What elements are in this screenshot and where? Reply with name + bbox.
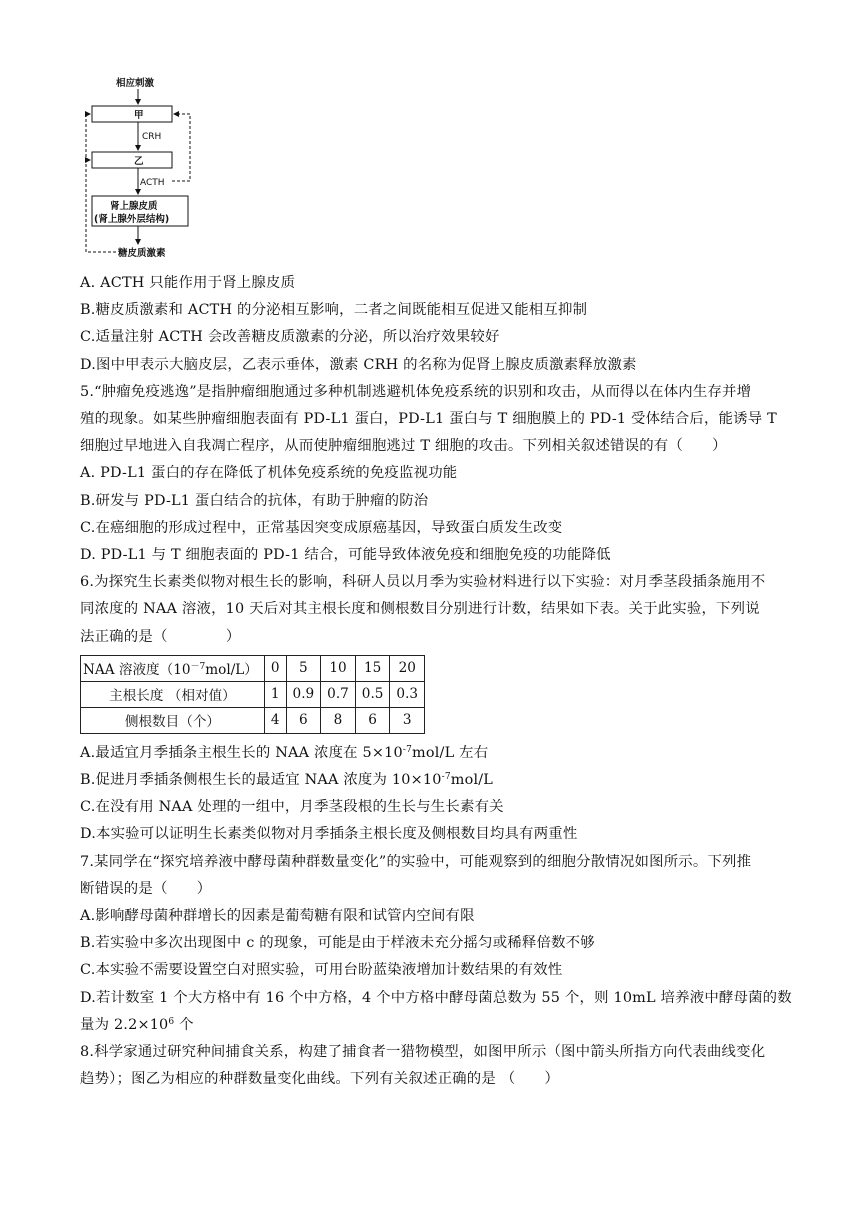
table-cell: 0.7 xyxy=(321,681,356,707)
feedback-loop-to-jia xyxy=(86,114,116,252)
diagram-adrenal-line2: (肾上腺外层结构) xyxy=(94,214,170,225)
q8-stem-line1: 8.科学家通过研究种间捕食关系，构建了捕食者一猎物模型，如图甲所示（图中箭头所指方向代表曲线变化 xyxy=(80,1044,766,1061)
box-yi xyxy=(92,152,172,168)
q6-stem-line1: 6.为探究生长素类似物对根生长的影响，科研人员以月季为实验材料进行以下实验：对月季茎段插条施用不 xyxy=(80,574,766,591)
table-row xyxy=(81,681,425,707)
table-cell: 6 xyxy=(355,707,390,733)
feedback-loop-acth-to-jia xyxy=(172,114,190,181)
table-cell: 0.9 xyxy=(286,681,321,707)
q6-option-a xyxy=(80,740,792,767)
q5-stem-line2: 殖的现象。如某些肿瘤细胞表面有 PD-L1 蛋白，PD-L1 蛋白与 T 细胞膜上的 PD-1 受体结合后，能诱导 T xyxy=(80,411,777,428)
table-cell: 0.3 xyxy=(390,681,425,707)
q6-option-d: D.本实验可以证明生长素类似物对月季插条主根长度及侧根数目均具有两重性 xyxy=(80,826,578,843)
q4-option-a: A. ACTH 只能作用于肾上腺皮质 xyxy=(80,275,296,291)
table-row-label: 主根长度 （相对值） xyxy=(81,681,265,707)
table-cell: 6 xyxy=(286,707,321,733)
diagram-stimulus-label: 相应刺激 xyxy=(116,78,155,89)
q6-option-c: C.在没有用 NAA 处理的一组中，月季茎段根的生长与生长素有关 xyxy=(80,799,504,816)
q7-option-b: B.若实验中多次出现图中 c 的现象，可能是由于样液未充分摇匀或稀释倍数不够 xyxy=(80,935,595,952)
q5-stem-line1: 5.“肿瘤免疫逃逸”是指肿瘤细胞通过多种机制逃避机体免疫系统的识别和攻击，从而得以在体内生存并增 xyxy=(80,383,752,400)
question-content xyxy=(80,270,792,1093)
q7-option-d-line2 xyxy=(80,1012,792,1039)
table-cell: 15 xyxy=(355,655,390,681)
diagram-jia-label: 甲 xyxy=(134,110,144,121)
diagram-acth-label: ACTH xyxy=(140,178,165,188)
q6-option-a-text: A.最适宜月季插条主根生长的 NAA 浓度在 5×10 xyxy=(80,744,403,761)
q6-option-a-unit: mol/L 左右 xyxy=(412,744,489,761)
table-header-exponent: －7 xyxy=(190,662,206,673)
table-cell: 3 xyxy=(390,707,425,733)
table-cell: 0 xyxy=(264,655,286,681)
q6-option-a-exponent: -7 xyxy=(402,744,413,755)
hormone-regulation-diagram xyxy=(78,72,208,262)
q6-stem-line3: 法正确的是（ ） xyxy=(80,628,241,645)
table-cell: 4 xyxy=(264,707,286,733)
table-row-label: 侧根数目（个） xyxy=(81,707,265,733)
table-cell: 8 xyxy=(321,707,356,733)
diagram-output-label: 糖皮质激素 xyxy=(118,248,166,259)
table-cell: 0.5 xyxy=(355,681,390,707)
naa-results-table xyxy=(80,655,425,734)
q4-option-d: D.图中甲表示大脑皮层，乙表示垂体，激素 CRH 的名称为促肾上腺皮质激素释放激素 xyxy=(80,356,637,373)
table-row xyxy=(81,655,425,681)
q7-option-d-exponent: 6 xyxy=(168,1016,175,1027)
q6-option-b xyxy=(80,767,792,794)
diagram-svg xyxy=(78,72,208,262)
table-cell: 5 xyxy=(286,655,321,681)
q5-option-d: D. PD-L1 与 T 细胞表面的 PD-1 结合，可能导致体液免疫和细胞免疫的功能降低 xyxy=(80,547,611,564)
q6-stem-line2: 同浓度的 NAA 溶液，10 天后对其主根长度和侧根数目分别进行计数，结果如下表。关于此实验，下列说 xyxy=(80,601,760,618)
q7-option-d-unit: 个 xyxy=(174,1016,194,1033)
table-cell: 1 xyxy=(264,681,286,707)
box-jia xyxy=(92,106,172,122)
table-cell: 20 xyxy=(390,655,425,681)
q6-option-b-exponent: -7 xyxy=(441,772,451,783)
q7-option-d-line1: D.若计数室 1 个大方格中有 16 个中方格，4 个中方格中酵母菌总数为 55 个，则 10mL 培养液中酵母菌的数 xyxy=(80,989,792,1006)
q7-stem-line1: 7.某同学在“探究培养液中酵母菌种群数量变化”的实验中，可能观察到的细胞分散情况如图所示。下列推 xyxy=(80,853,752,870)
q7-option-d-text: 量为 2.2×10 xyxy=(80,1016,169,1033)
table-header-text: NAA 溶液度（10 xyxy=(83,662,191,679)
q6-option-b-text: B.促进月季插条侧根生长的最适宜 NAA 浓度为 10×10 xyxy=(80,772,442,789)
table-header-unit: mol/L） xyxy=(205,662,258,679)
q4-option-b: B.糖皮质激素和 ACTH 的分泌相互影响，二者之间既能相互促进又能相互抑制 xyxy=(80,302,588,319)
q5-stem-line3: 细胞过早地进入自我凋亡程序，从而使肿瘤细胞逃过 T 细胞的攻击。下列相关叙述错误的有（ ） xyxy=(80,438,727,455)
diagram-adrenal-line1: 肾上腺皮质 xyxy=(110,201,158,212)
q7-stem-line2: 断错误的是（ ） xyxy=(80,880,212,897)
diagram-crh-label: CRH xyxy=(142,132,162,142)
q5-option-b: B.研发与 PD-L1 蛋白结合的抗体，有助于肿瘤的防治 xyxy=(80,492,429,509)
table-header-concentration xyxy=(81,655,265,681)
table-row xyxy=(81,707,425,733)
diagram-yi-label: 乙 xyxy=(134,156,144,167)
q4-option-c: C.适量注射 ACTH 会改善糖皮质激素的分泌，所以治疗效果较好 xyxy=(80,329,500,346)
q7-option-c: C.本实验不需要设置空白对照实验，可用台盼蓝染液增加计数结果的有效性 xyxy=(80,962,563,979)
q7-option-a: A.影响酵母菌种群增长的因素是葡萄糖有限和试管内空间有限 xyxy=(80,908,475,925)
table-cell: 10 xyxy=(321,655,356,681)
q8-stem-line2: 趋势）；图乙为相应的种群数量变化曲线。下列有关叙述正确的是 （ ） xyxy=(80,1071,560,1088)
q6-option-b-unit: mol/L xyxy=(450,772,494,789)
q5-option-c: C.在癌细胞的形成过程中，正常基因突变成原癌基因，导致蛋白质发生改变 xyxy=(80,519,563,536)
q5-option-a: A. PD-L1 蛋白的存在降低了机体免疫系统的免疫监视功能 xyxy=(80,465,458,482)
